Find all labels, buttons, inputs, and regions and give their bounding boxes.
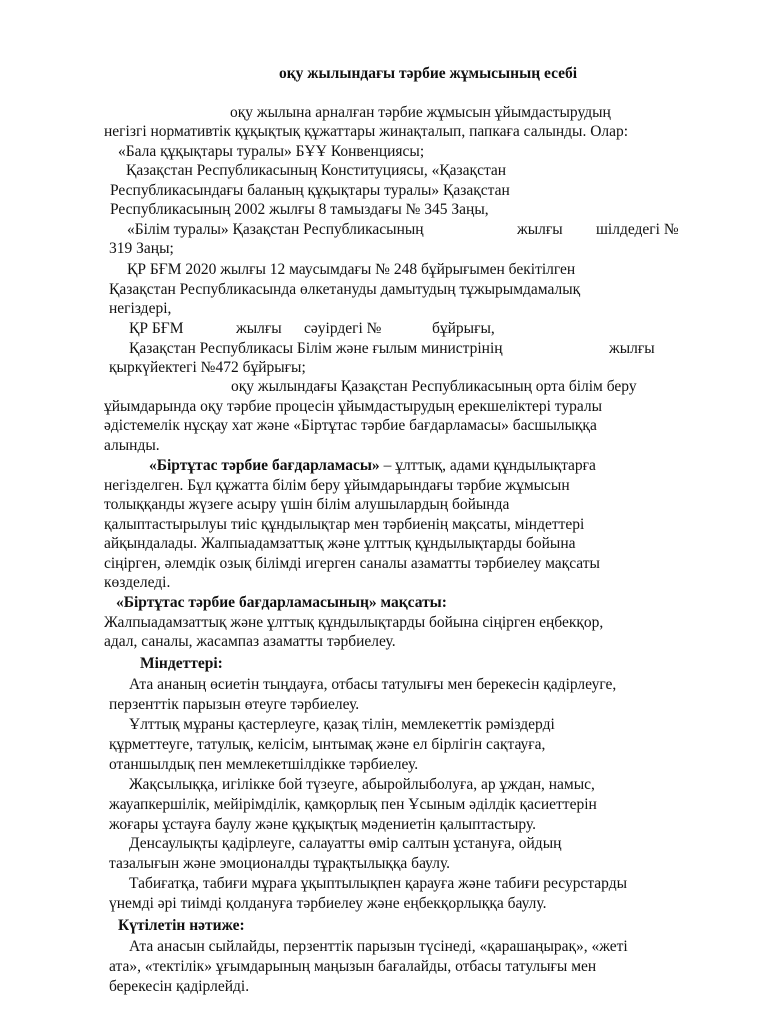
text-line: үнемді әрі тиімді қолдануға тәрбиелеу және еңбекқорлыққа баулу. xyxy=(109,895,547,912)
text-line: ҚР БҒМ 2020 жылғы 12 маусымдағы № 248 бұйрығымен бекітілген xyxy=(127,261,576,278)
text-line: алынды. xyxy=(104,437,160,454)
text-line: Республикасының 2002 жылғы 8 тамыздағы № 345 Заңы, xyxy=(110,201,489,218)
text-line: жоғары ұстауға баулу және құқықтық мәдениетін қалыптастыру. xyxy=(109,816,536,833)
text-line xyxy=(149,458,596,474)
text-line: қыркүйектегі №472 бұйрығы; xyxy=(109,359,306,376)
text-line: жылғы xyxy=(517,221,563,238)
document-title: оқу жылындағы тәрбие жұмысының есебі xyxy=(279,65,578,82)
text-line: Денсаулықты қадірлеуге, салауатты өмір салтын ұстануға, ойдың xyxy=(129,835,562,852)
text-line: ұйымдарында оқу тәрбие процесін ұйымдастырудың ерекшеліктері туралы xyxy=(104,398,603,415)
text-line: көзделеді. xyxy=(104,574,171,591)
text-line: Қазақстан Республикасы Білім және ғылым министрінің xyxy=(129,340,503,357)
text-line: әдістемелік нұсқау хат және «Біртұтас тәрбие бағдарламасы» басшылыққа xyxy=(104,417,597,434)
text-line: құрметтеуге, татулық, келісім, ынтымақ және ел бірлігін сақтауға, xyxy=(109,736,546,753)
text-line: толыққанды жүзеге асыру үшін білім алушылардың бойында xyxy=(104,496,510,513)
text-line: оқу жылындағы Қазақстан Республикасының орта білім беру xyxy=(231,378,637,395)
text-line: негіздері, xyxy=(109,300,172,317)
text-line: Ата ананың өсиетін тыңдауға, отбасы татулығы мен берекесін қадірлеуге, xyxy=(129,676,617,693)
text-line: Ата анасын сыйлайды, перзенттік парызын түсінеді, «қарашаңырақ», «жеті xyxy=(129,938,628,955)
text-line: ата», «тектілік» ұғымдарының маңызын бағалайды, отбасы татулығы мен xyxy=(109,958,597,975)
text-line: 319 Заңы; xyxy=(109,240,174,257)
text-line: қалыптастырылуы тиіс құндылықтар мен тәрбиенің мақсаты, міндеттері xyxy=(104,516,585,533)
text-line: «Білім туралы» Қазақстан Республикасының xyxy=(127,221,424,238)
program-name: «Біртұтас тәрбие бағдарламасы» xyxy=(149,457,380,474)
text-line: негізделген. Бұл құжатта білім беру ұйымдарындағы тәрбие жұмысын xyxy=(104,477,570,494)
text-line: айқындалады. Жалпыадамзаттық және ұлттық құндылықтарды бойына xyxy=(104,535,576,552)
text-line: Республикасындағы баланың құқықтары туралы» Қазақстан xyxy=(110,182,510,199)
section-heading-expected-result: Күтілетін нәтиже: xyxy=(118,917,245,934)
text-line: Жақсылыққа, игілікке бой түзеуге, абыройлыболуға, ар ұждан, намыс, xyxy=(129,776,595,793)
text-line: Қазақстан Республикасының Конституциясы, «Қазақстан xyxy=(126,162,507,179)
text-line: жылғы xyxy=(236,320,282,337)
text-line: оқу жылына арналған тәрбие жұмысын ұйымдастырудың xyxy=(230,104,611,121)
text-line: «Бала құқықтары туралы» БҰҰ Конвенциясы; xyxy=(118,143,425,160)
text-line: тазалығын және эмоционалды тұрақтылыққа баулу. xyxy=(109,855,451,872)
text-line: ҚР БҒМ xyxy=(129,320,184,337)
text-line: Жалпыадамзаттық және ұлттық құндылықтарды бойына сіңірген еңбекқор, xyxy=(104,614,604,631)
text-line: негізгі нормативтік құқықтық құжаттары жинақталып, папкаға салынды. Олар: xyxy=(104,123,629,140)
program-definition: – ұлттық, адами құндылықтарға xyxy=(379,457,596,474)
section-heading-goal: «Біртұтас тәрбие бағдарламасының» мақсаты: xyxy=(116,594,447,611)
text-line: берекесін қадірлейді. xyxy=(109,978,250,995)
text-line: отаншылдық пен мемлекетшілдікке тәрбиелеу. xyxy=(109,756,419,773)
text-line: Қазақстан Республикасында өлкетануды дамытудың тұжырымдамалық xyxy=(109,281,581,298)
section-heading-tasks: Міндеттері: xyxy=(140,655,223,672)
text-line: Табиғатқа, табиғи мұраға ұқыптылықпен қарауға және табиғи ресурстарды xyxy=(129,875,628,892)
text-line: жауапкершілік, мейірімділік, қамқорлық пен Ұсыным әділдік қасиеттерін xyxy=(109,796,597,813)
text-line: сәуірдегі № xyxy=(304,320,382,337)
text-line: адал, саналы, жасампаз азаматты тәрбиелеу. xyxy=(104,633,396,650)
text-line: Ұлттық мұраны қастерлеуге, қазақ тілін, мемлекеттік рәміздерді xyxy=(129,716,555,733)
text-line: перзенттік парызын өтеуге тәрбиелеу. xyxy=(109,696,360,713)
text-line: сіңірген, әлемдік озық білімді игерген саналы азаматты тәрбиелеу мақсаты xyxy=(104,555,600,572)
text-line: жылғы xyxy=(609,340,655,357)
text-line: бұйрығы, xyxy=(432,320,495,337)
text-line: шілдедегі № xyxy=(596,221,679,238)
